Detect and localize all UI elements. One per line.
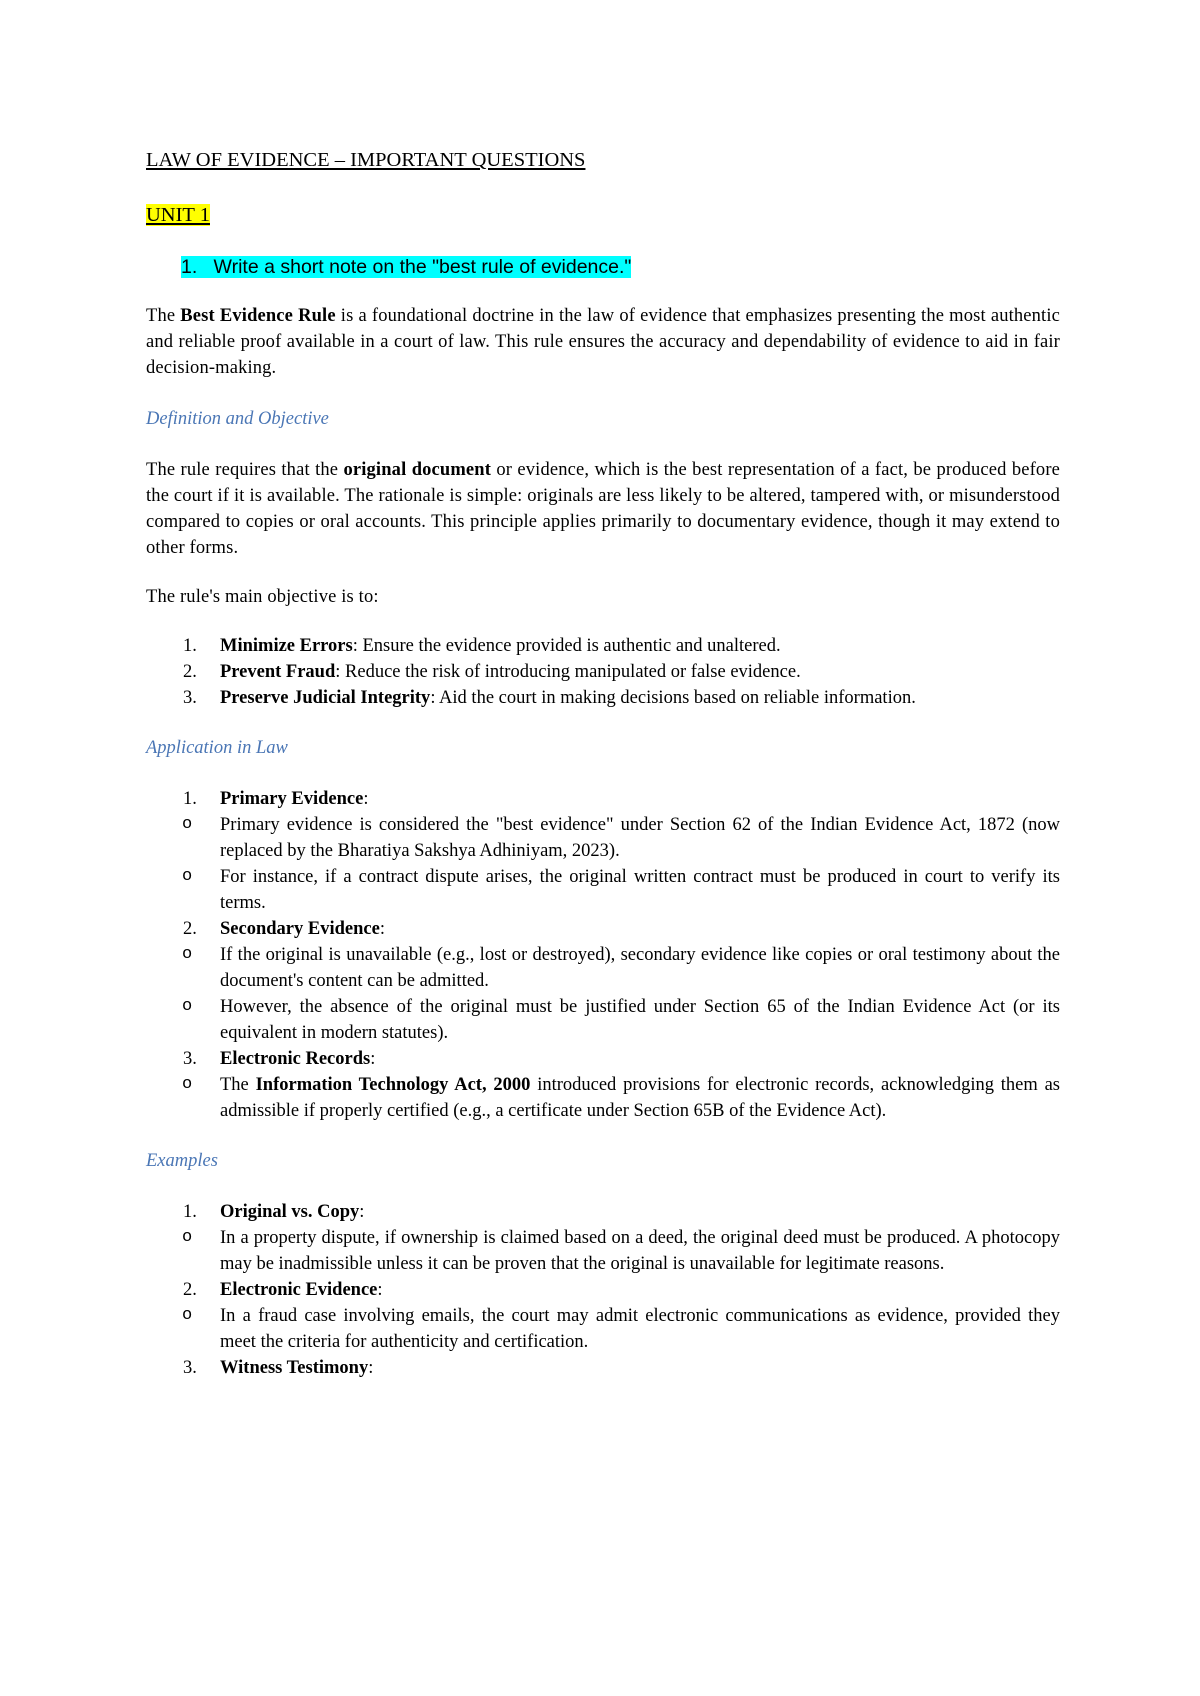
list-number: 1. [183, 1202, 197, 1222]
sub-item-text: For instance, if a contract dispute arises, the original written contract must be produced in court to verify its terms. [220, 867, 1060, 913]
question-number: 1. [181, 256, 198, 278]
sub-list-wrap [146, 1303, 1060, 1355]
list-item-colon: : [377, 1280, 383, 1300]
sub-list [146, 1225, 1060, 1277]
list-item-colon: : [368, 1358, 374, 1378]
sub-list [146, 812, 1060, 916]
sub-list [146, 942, 1060, 1046]
bullet-icon: o [182, 997, 193, 1016]
list-item-colon: : [363, 789, 369, 809]
examples-list [146, 1199, 1060, 1381]
sub-item-bold: Information Technology Act, 2000 [255, 1075, 531, 1095]
list-item-text: : Aid the court in making decisions based on reliable information. [430, 688, 916, 708]
list-item [146, 1046, 1060, 1124]
bullet-icon: o [182, 867, 193, 886]
list-item-colon: : [370, 1049, 376, 1069]
list-item [146, 1355, 1060, 1381]
bullet-icon: o [182, 1306, 193, 1325]
sub-list-item [146, 864, 1060, 916]
sub-list-wrap [146, 812, 1060, 916]
intro-bold-term: Best Evidence Rule [180, 306, 336, 326]
list-item-text: : Ensure the evidence provided is authentic and unaltered. [352, 636, 781, 656]
sub-item-text: However, the absence of the original must be justified under Section 65 of the Indian Evidence Act (or its equivalent in modern statutes). [220, 997, 1060, 1043]
list-number: 2. [183, 1280, 197, 1300]
list-item-bold: Original vs. Copy [220, 1202, 360, 1222]
unit-label [146, 201, 1060, 229]
list-item-bold: Prevent Fraud [220, 662, 336, 682]
sub-item-text: In a fraud case involving emails, the court may admit electronic communications as evidence, provided they meet the criteria for authenticity and certification. [220, 1306, 1060, 1352]
list-number: 1. [183, 789, 197, 809]
sub-list [146, 1303, 1060, 1355]
list-number: 3. [183, 1358, 197, 1378]
list-item [146, 685, 1060, 711]
list-number: 2. [183, 919, 197, 939]
list-item [146, 633, 1060, 659]
list-number: 1. [183, 636, 197, 656]
definition-text-after: or evidence, which is the best representation of a fact, be produced before the court if it is available. The rationale is simple: originals are less likely to be altered, tampered with, or misunderstood compared to copies or oral accounts. This principle applies primarily to documentary evidence, though it may extend to other forms. [146, 460, 1060, 558]
sub-list-wrap [146, 1072, 1060, 1124]
definition-paragraph [146, 457, 1060, 561]
sub-list-wrap [146, 942, 1060, 1046]
list-item-bold: Electronic Evidence [220, 1280, 378, 1300]
unit-highlight: UNIT 1 [146, 204, 210, 226]
sub-list-item [146, 994, 1060, 1046]
bullet-icon: o [182, 945, 193, 964]
question-1 [181, 253, 1060, 281]
list-item [146, 916, 1060, 1046]
list-item [146, 1277, 1060, 1355]
sub-item-text-before: The [220, 1075, 256, 1095]
sub-list-item [146, 812, 1060, 864]
definition-text-before: The rule requires that the [146, 460, 344, 480]
list-number: 3. [183, 1049, 197, 1069]
objective-intro: The rule's main objective is to: [146, 587, 379, 607]
bullet-icon: o [182, 1075, 193, 1094]
sub-item-text: If the original is unavailable (e.g., lost or destroyed), secondary evidence like copies or oral testimony about the document's content can be admitted. [220, 945, 1060, 991]
intro-paragraph [146, 303, 1060, 381]
intro-text-before: The [146, 306, 181, 326]
question-text: Write a short note on the "best rule of evidence." [213, 256, 632, 278]
section-heading-definition: Definition and Objective [146, 409, 329, 429]
list-item [146, 659, 1060, 685]
sub-item-text-after: introduced provisions for electronic records, acknowledging them as admissible if properly certified (e.g., a certificate under Section 65B of the Evidence Act). [220, 1075, 1060, 1121]
sub-list-wrap [146, 1225, 1060, 1277]
sub-list [146, 1072, 1060, 1124]
list-item-bold: Minimize Errors [220, 636, 353, 656]
intro-text-after: is a foundational doctrine in the law of evidence that emphasizes presenting the most authentic and reliable proof available in a court of law. This rule ensures the accuracy and dependability of evidence to aid in fair decision-making. [146, 306, 1060, 378]
sub-list-item [146, 1303, 1060, 1355]
bullet-icon: o [182, 1228, 193, 1247]
section-heading-application: Application in Law [146, 738, 288, 758]
sub-list-item [146, 1072, 1060, 1124]
list-item-bold: Primary Evidence [220, 789, 364, 809]
objectives-list [146, 633, 1060, 711]
list-item-colon: : [379, 919, 385, 939]
list-number: 3. [183, 688, 197, 708]
list-item-text: : Reduce the risk of introducing manipulated or false evidence. [335, 662, 801, 682]
question-highlight [181, 256, 631, 278]
list-number: 2. [183, 662, 197, 682]
sub-item-text: In a property dispute, if ownership is claimed based on a deed, the original deed must be produced. A photocopy may be inadmissible unless it can be proven that the original is unavailable for legitimate reasons. [220, 1228, 1060, 1274]
sub-item-text: Primary evidence is considered the "best evidence" under Section 62 of the Indian Evidence Act, 1872 (now replaced by the Bharatiya Sakshya Adhiniyam, 2023). [220, 815, 1060, 861]
section-heading-examples: Examples [146, 1151, 218, 1171]
application-list [146, 786, 1060, 1124]
sub-list-item [146, 942, 1060, 994]
document-page [146, 146, 1060, 1381]
list-item-bold: Witness Testimony [220, 1358, 369, 1378]
list-item [146, 1199, 1060, 1277]
bullet-icon: o [182, 815, 193, 834]
list-item [146, 786, 1060, 916]
sub-list-item [146, 1225, 1060, 1277]
list-item-colon: : [359, 1202, 365, 1222]
list-item-bold: Preserve Judicial Integrity [220, 688, 431, 708]
definition-bold-term: original document [343, 460, 492, 480]
document-title: LAW OF EVIDENCE – IMPORTANT QUESTIONS [146, 149, 586, 171]
list-item-bold: Electronic Records [220, 1049, 371, 1069]
list-item-bold: Secondary Evidence [220, 919, 380, 939]
